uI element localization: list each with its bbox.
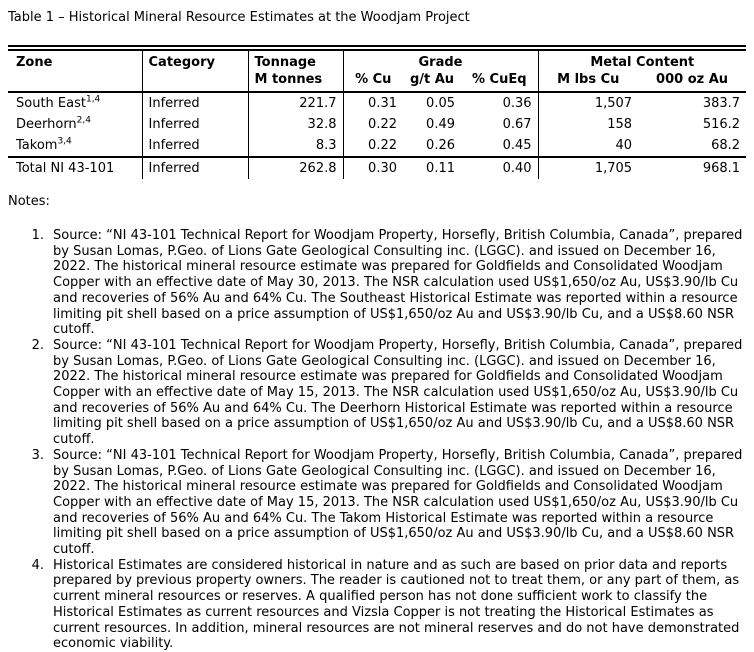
tonnage-cell: 32.8	[248, 114, 343, 135]
notes-list	[8, 228, 746, 652]
au-grade-cell: 0.05	[426, 96, 455, 111]
cueq-grade-cell: 0.67	[502, 117, 532, 132]
zone-name: Takom	[16, 138, 58, 153]
column-header-category: Category	[142, 48, 248, 92]
category-cell: Inferred	[142, 157, 248, 179]
table-row-deerhorn	[8, 114, 746, 135]
zone-footnote-ref: 3,4	[57, 136, 72, 147]
column-header-percent-cueq: % CuEq	[461, 72, 538, 92]
note-text: Source: “NI 43-101 Technical Report for Woodjam Property, Horsefly, British Columbia, Canada”, prepared by Susan Lomas, P.Geo. of Lions Gate Geological Consulting inc. (LGGC). and issued on December 16, 2022. The historical mineral resource estimate was prepared for Goldfields and Consolidated Woodjam Copper with an effective date of May 30, 2013. The NSR calculation used US$1,650/oz Au, US$3.90/lb Cu and recoveries of 56% Au and 64% Cu. The Southeast Historical Estimate was reported within a resource limiting pit shell based on a price assumption of US$1,650/oz Au and US$3.90/lb Cu, and a US$8.60 NSR cutoff.	[53, 228, 743, 338]
note-text: Source: “NI 43-101 Technical Report for Woodjam Property, Horsefly, British Columbia, Canada”, prepared by Susan Lomas, P.Geo. of Lions Gate Geological Consulting inc. (LGGC). and issued on December 16, 2022. The historical mineral resource estimate was prepared for Goldfields and Consolidated Woodjam Copper with an effective date of May 15, 2013. The NSR calculation used US$1,650/oz Au, US$3.90/lb Cu and recoveries of 56% Au and 64% Cu. The Takom Historical Estimate was reported within a resource limiting pit shell based on a price assumption of US$1,650/oz Au and US$3.90/lb Cu, and a US$8.60 NSR cutoff.	[53, 447, 743, 558]
zone-cell	[8, 114, 142, 135]
mlbs-cu-cell: 1,507	[538, 92, 638, 114]
note-text: Historical Estimates are considered historical in nature and as such are based on prior data and reports prepared by previous property owners. The reader is cautioned not to treat them, or any part of them, as current mineral resources or reserves. A qualified person has not done sufficient work to classify the Historical Estimates as current resources and Vizsla Copper is not treating the Historical Estimates as current resources. In addition, mineral resources are not mineral reserves and do not have demonstrated economic viability.	[53, 557, 740, 652]
cu-grade-cell: 0.30	[343, 157, 403, 179]
category-cell: Inferred	[142, 92, 248, 114]
zone-footnote-ref: 1,4	[85, 94, 101, 105]
note-item-1	[30, 228, 746, 338]
note-item-3	[30, 448, 746, 558]
category-cell: Inferred	[142, 114, 248, 135]
cu-grade-cell: 0.22	[343, 135, 403, 157]
table-caption: Table 1 – Historical Mineral Resource Estimates at the Woodjam Project	[8, 10, 470, 25]
koz-au-cell: 968.1	[638, 157, 746, 179]
tonnage-cell: 8.3	[248, 135, 343, 157]
column-header-percent-cu: % Cu	[343, 72, 403, 92]
note-number: 3.	[31, 447, 44, 463]
header-row-groups	[8, 48, 746, 72]
note-item-2	[30, 338, 746, 448]
zone-name: South East	[16, 96, 86, 111]
column-header-gt-au: g/t Au	[403, 72, 461, 92]
column-header-metal-content-group: Metal Content	[538, 48, 746, 72]
resource-estimates-table	[8, 45, 746, 179]
tonnage-cell: 221.7	[248, 92, 343, 114]
koz-au-cell: 516.2	[702, 117, 741, 132]
zone-cell	[8, 92, 142, 114]
note-text: Source: “NI 43-101 Technical Report for Woodjam Property, Horsefly, British Columbia, Canada”, prepared by Susan Lomas, P.Geo. of Lions Gate Geological Consulting inc. (LGGC). and issued on December 16, 2022. The historical mineral resource estimate was prepared for Goldfields and Consolidated Woodjam Copper with an effective date of May 15, 2013. The NSR calculation used US$1,650/oz Au, US$3.90/lb Cu and recoveries of 56% Au and 64% Cu. The Deerhorn Historical Estimate was reported within a resource limiting pit shell based on a price assumption of US$1,650/oz Au and US$3.90/lb Cu, and a US$8.60 NSR cutoff.	[53, 337, 743, 448]
note-number: 2.	[31, 337, 44, 353]
koz-au-cell: 68.2	[711, 138, 741, 153]
au-grade-cell: 0.49	[426, 117, 455, 132]
zone-cell: Total NI 43-101	[8, 157, 142, 179]
category-cell: Inferred	[142, 135, 248, 157]
column-header-zone: Zone	[8, 48, 142, 92]
cueq-grade-cell: 0.40	[461, 157, 538, 179]
cueq-grade-cell: 0.36	[502, 96, 532, 111]
zone-name: Deerhorn	[16, 117, 77, 132]
cu-grade-cell: 0.31	[343, 92, 403, 114]
column-header-grade-group: Grade	[343, 48, 538, 72]
au-grade-cell: 0.26	[426, 138, 455, 153]
tonnage-cell: 262.8	[248, 157, 343, 179]
note-item-4	[30, 558, 746, 652]
koz-au-cell: 383.7	[702, 96, 741, 111]
cu-grade-cell: 0.22	[343, 114, 403, 135]
mlbs-cu-cell: 40	[538, 135, 638, 157]
mlbs-cu-cell: 1,705	[538, 157, 638, 179]
mlbs-cu-cell: 158	[538, 114, 638, 135]
column-header-tonnage: Tonnage	[248, 48, 343, 72]
table-row-takom	[8, 135, 746, 157]
cueq-grade-cell: 0.45	[502, 138, 532, 153]
notes-heading: Notes:	[8, 194, 50, 209]
table-row-total	[8, 157, 746, 179]
column-header-koz-au: 000 oz Au	[638, 72, 746, 92]
zone-footnote-ref: 2,4	[76, 115, 91, 126]
au-grade-cell: 0.11	[403, 157, 461, 179]
table-row-south-east	[8, 92, 746, 114]
column-header-tonnage-unit: M tonnes	[248, 72, 343, 92]
column-header-mlbs-cu: M lbs Cu	[538, 72, 638, 92]
note-number: 1.	[31, 228, 44, 243]
note-number: 4.	[31, 557, 44, 573]
zone-cell	[8, 135, 142, 157]
